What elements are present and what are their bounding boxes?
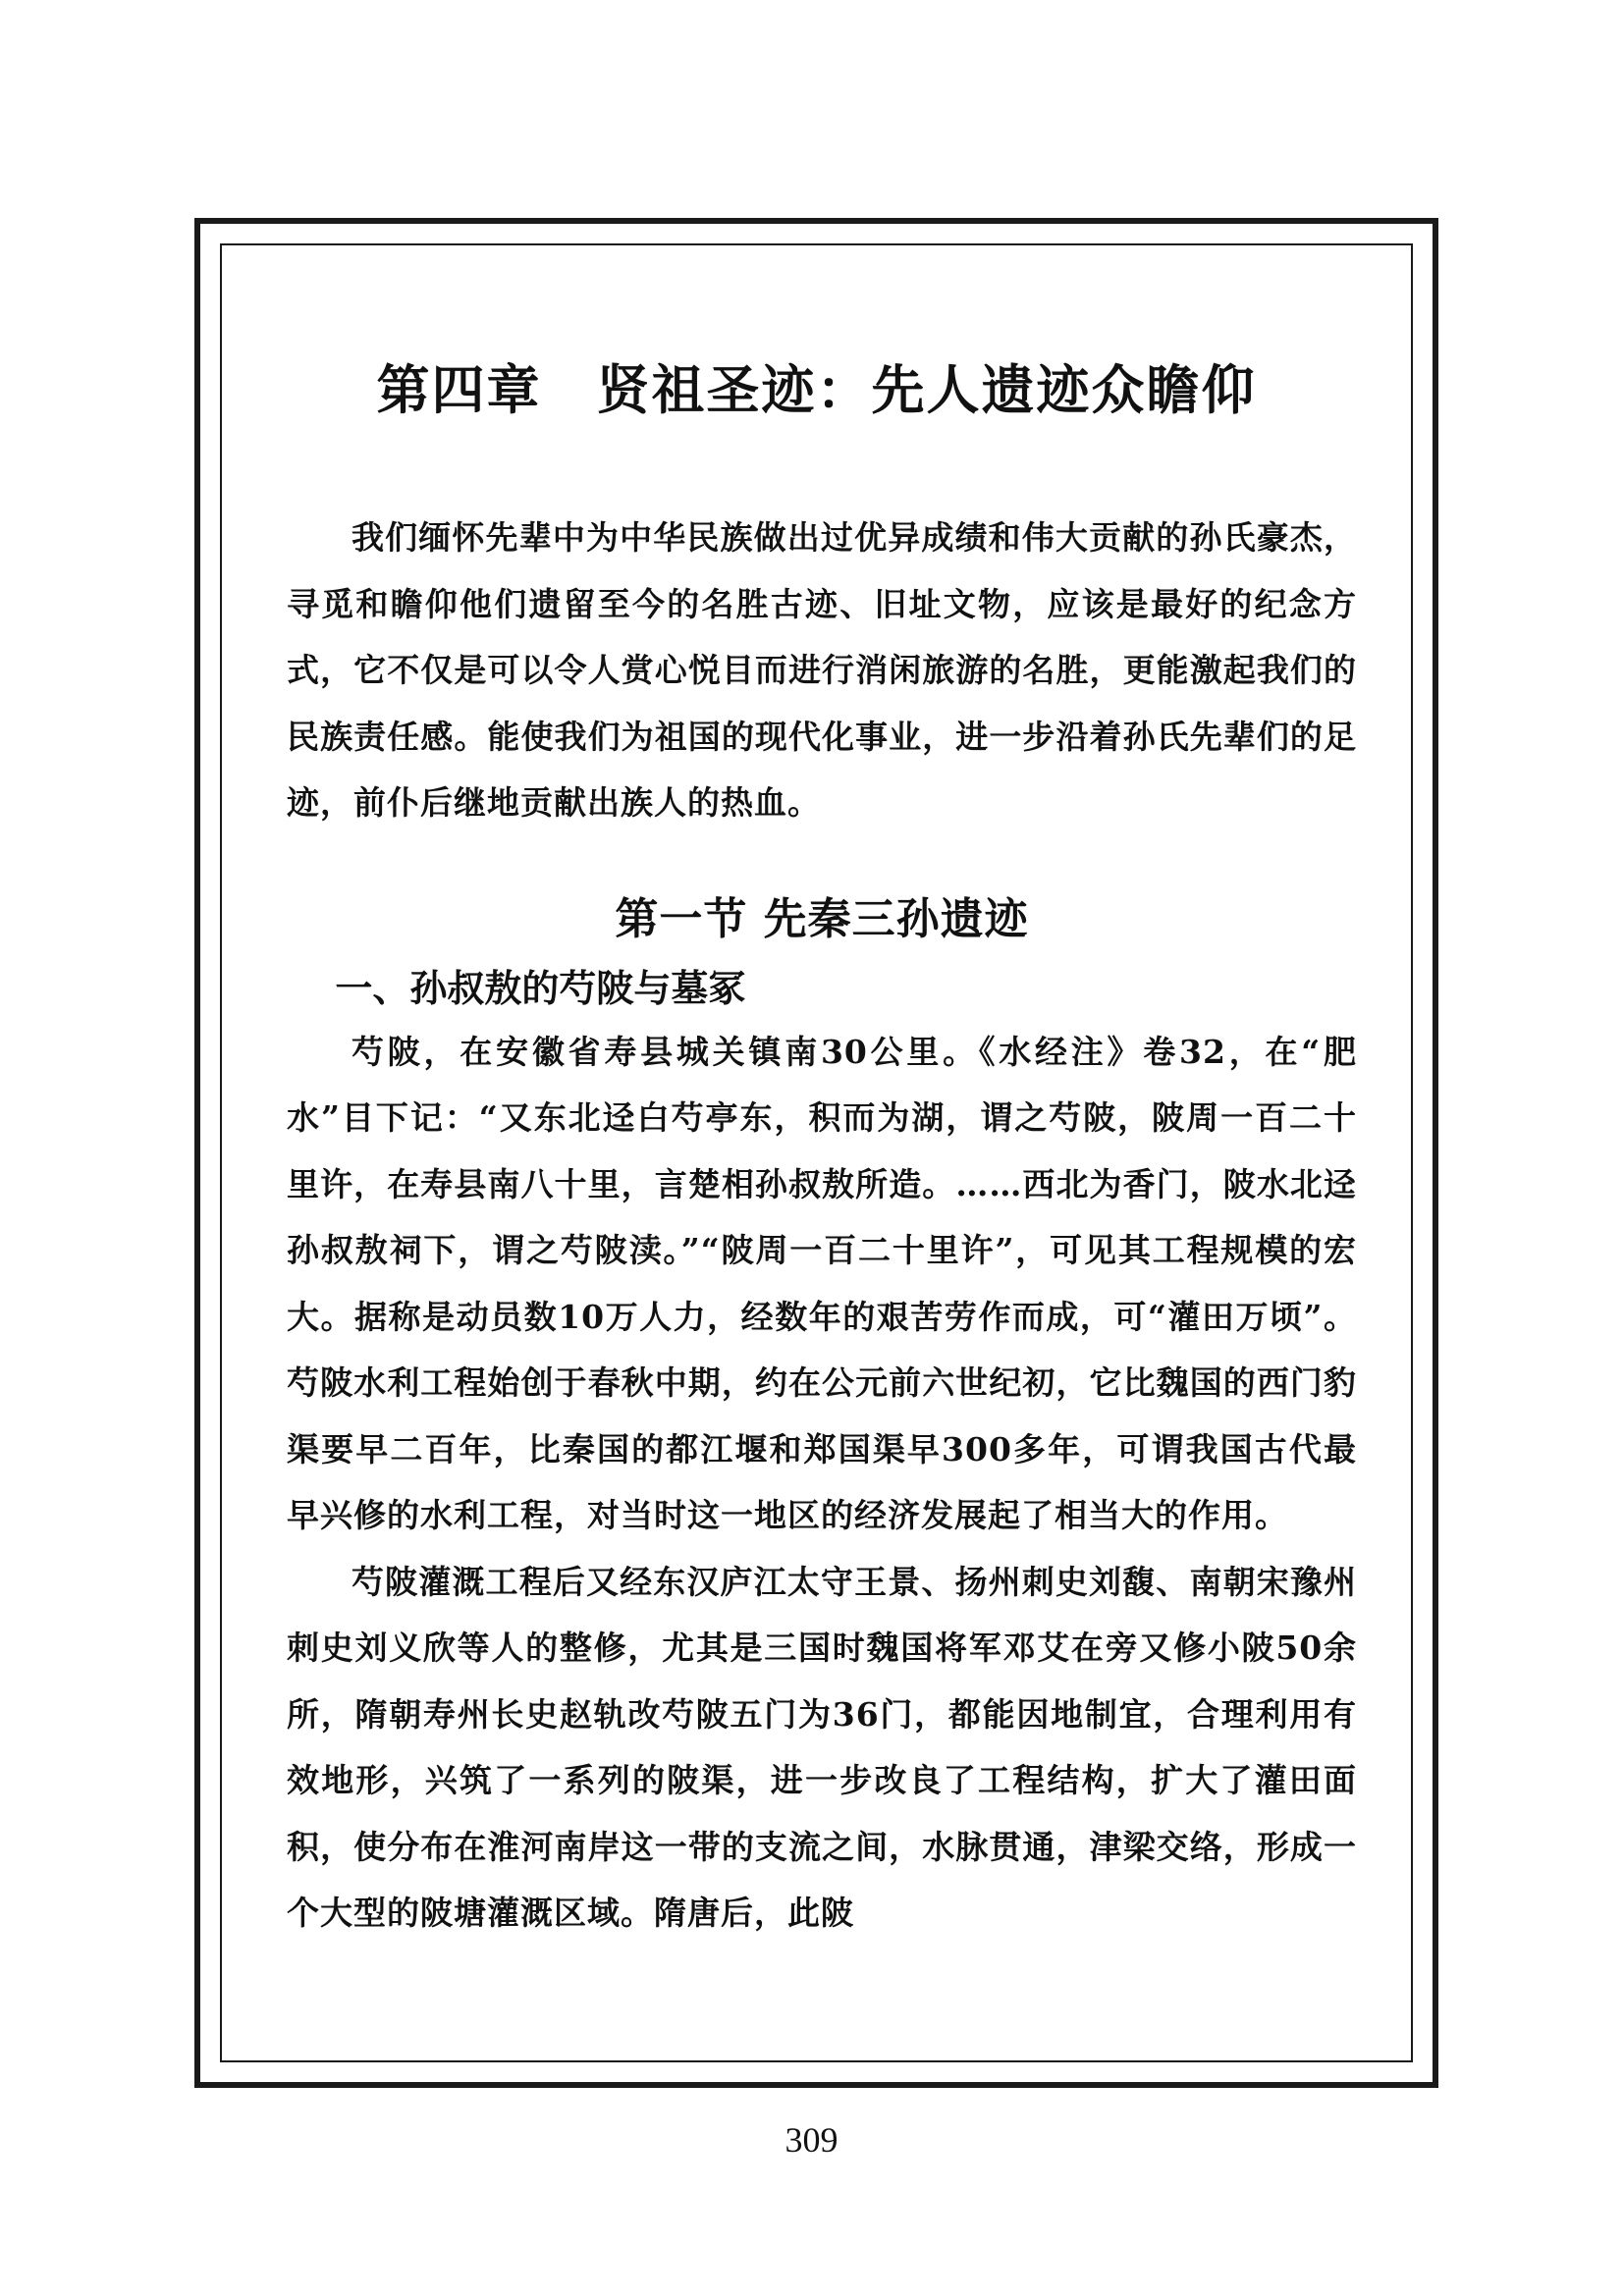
- body-paragraph-1: 芍陂，在安徽省寿县城关镇南30公里。《水经注》卷32，在“肥水”目下记：“又东北迳白芍亭东，积而为湖，谓之芍陂，陂周一百二十里许，在寿县南八十里，言楚相孙叔敖所造。……西北为香门，陂水北迳孙叔敖祠下，谓之芍陂渎。”“陂周一百二十里许”，可见其工程规模的宏大。据称是动员数10万人力，经数年的艰苦劳作而成，可“灌田万顷”。芍陂水利工程始创于春秋中期，约在公元前六世纪初，它比魏国的西门豹渠要早二百年，比秦国的都江堰和郑国渠早300多年，可谓我国古代最早兴修的水利工程，对当时这一地区的经济发展起了相当大的作用。: [287, 1032, 1357, 1534]
- page-border-outer: [194, 218, 1438, 2088]
- body-paragraph-2: 芍陂灌溉工程后又经东汉庐江太守王景、扬州刺史刘馥、南朝宋豫州刺史刘义欣等人的整修，尤其是三国时魏国将军邓艾在旁又修小陂50余所，隋朝寿州长史赵轨改芍陂五门为36门，都能因地制宜，合理利用有效地形，兴筑了一系列的陂渠，进一步改良了工程结构，扩大了灌田面积，使分布在淮河南岸这一带的支流之间，水脉贯通，津梁交络，形成一个大型的陂塘灌溉区域。隋唐后，此陂: [287, 1562, 1357, 1932]
- subsection-title: 一、孙叔敖的芍陂与墓冢: [335, 965, 746, 1010]
- section-title: 第一节 先秦三孙遗迹: [615, 893, 1029, 944]
- chapter-title: 第四章 贤祖圣迹：先人遗迹众瞻仰: [376, 358, 1257, 421]
- page-border-inner: [220, 243, 1413, 2062]
- intro-paragraph: 我们缅怀先辈中为中华民族做出过优异成绩和伟大贡献的孙氏豪杰，寻觅和瞻仰他们遗留至今的名胜古迹、旧址文物，应该是最好的纪念方式，它不仅是可以令人赏心悦目而进行消闲旅游的名胜，更能激起我们的民族责任感。能使我们为祖国的现代化事业，进一步沿着孙氏先辈们的足迹，前仆后继地贡献出族人的热血。: [287, 518, 1357, 822]
- page-content: [287, 505, 1357, 1947]
- page-number: 309: [784, 2120, 839, 2160]
